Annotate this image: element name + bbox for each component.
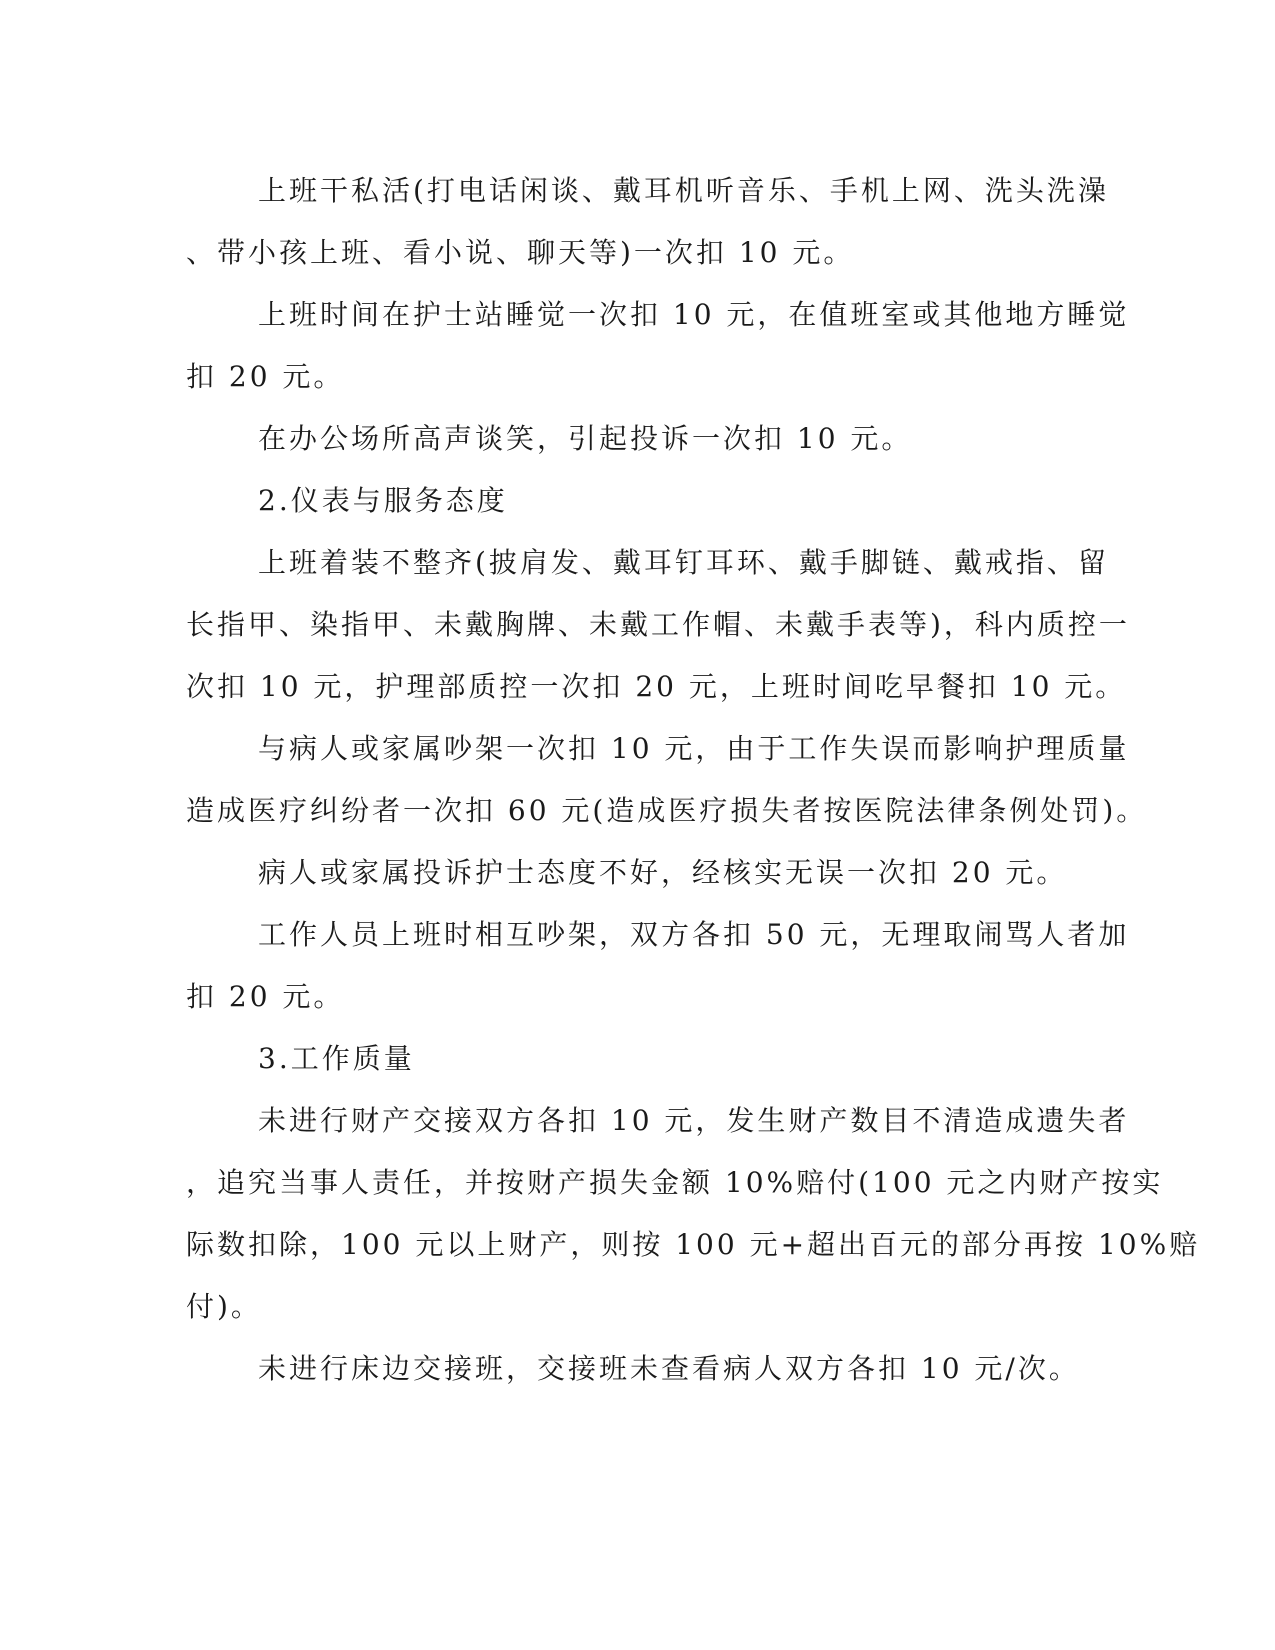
text-line: 付)。	[186, 1290, 262, 1323]
text-line: 工作人员上班时相互吵架，双方各扣 50 元，无理取闹骂人者加	[258, 918, 1130, 951]
section-heading: 3.工作质量	[258, 1042, 415, 1075]
text-line: 扣 20 元。	[186, 360, 345, 393]
text-line: 际数扣除，100 元以上财产，则按 100 元+超出百元的部分再按 10%赔	[186, 1228, 1201, 1261]
text-line: ，追究当事人责任，并按财产损失金额 10%赔付(100 元之内财产按实	[186, 1166, 1164, 1199]
document-body	[186, 160, 1201, 1400]
text-line: 上班时间在护士站睡觉一次扣 10 元，在值班室或其他地方睡觉	[258, 298, 1130, 331]
text-line: 长指甲、染指甲、未戴胸牌、未戴工作帽、未戴手表等)，科内质控一	[186, 608, 1130, 641]
text-line: 在办公场所高声谈笑，引起投诉一次扣 10 元。	[258, 422, 913, 455]
text-line: 造成医疗纠纷者一次扣 60 元(造成医疗损失者按医院法律条例处罚)。	[186, 794, 1148, 827]
text-line: 上班干私活(打电话闲谈、戴耳机听音乐、手机上网、洗头洗澡	[258, 174, 1109, 207]
section-heading: 2.仪表与服务态度	[258, 484, 508, 517]
text-line: 上班着装不整齐(披肩发、戴耳钉耳环、戴手脚链、戴戒指、留	[258, 546, 1109, 579]
text-line: 未进行床边交接班，交接班未查看病人双方各扣 10 元/次。	[258, 1352, 1080, 1385]
text-line: 、带小孩上班、看小说、聊天等)一次扣 10 元。	[186, 236, 855, 269]
text-line: 与病人或家属吵架一次扣 10 元，由于工作失误而影响护理质量	[258, 732, 1130, 765]
text-line: 病人或家属投诉护士态度不好，经核实无误一次扣 20 元。	[258, 856, 1068, 889]
text-line: 扣 20 元。	[186, 980, 345, 1013]
text-line: 次扣 10 元，护理部质控一次扣 20 元，上班时间吃早餐扣 10 元。	[186, 670, 1127, 703]
text-line: 未进行财产交接双方各扣 10 元，发生财产数目不清造成遗失者	[258, 1104, 1130, 1137]
